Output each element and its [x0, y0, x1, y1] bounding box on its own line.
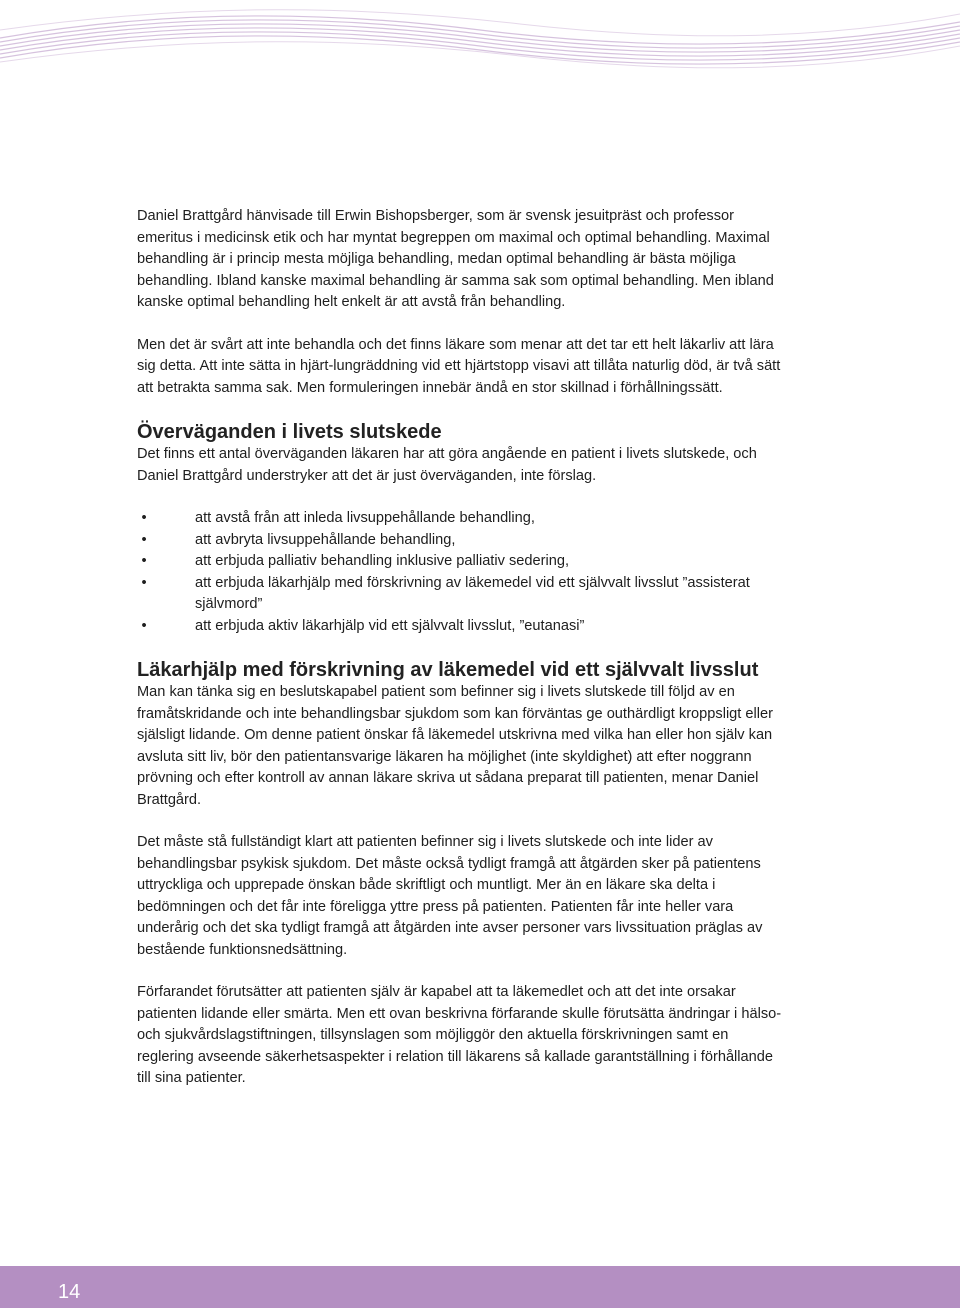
- intro-paragraph-2: Men det är svårt att inte behandla och det finns läkare som menar att det tar ett helt läkarliv att lära sig detta. Att inte sätta in hjärt-lungräddning vid ett hjärtstopp visavi att tillåta naturlig död, är två sätt att betrakta samma sak. Men formuleringen innebär ändå en stor skillnad i förhållningssätt.: [137, 336, 781, 396]
- intro-paragraph-1: Daniel Brattgård hänvisade till Erwin Bishopsberger, som är svensk jesuitpräst och professor emeritus i medicinsk etik och har myntat begreppen om maximal och optimal behandling. Maximal behandling är i princip mesta möjliga behandling, medan optimal behandling är bästa möjliga behandling. Ibland kanske maximal behandling är samma sak som optimal behandling. Men ibland kanske optimal behandling helt enkelt är att avstå från behandling.: [137, 208, 774, 310]
- decorative-wave-header: [0, 0, 960, 80]
- list-item: • att avstå från att inleda livsuppehållande behandling,: [141, 510, 535, 526]
- prescription-paragraph-3: Förfarandet förutsätter att patienten själv är kapabel att ta läkemedlet och att det inte orsakar patienten lidande eller smärta. Men ett ovan beskrivna förfarande skulle förutsätta ändringar i hälso- och sjukvårdslagstiftningen, tillsynslagen som möjliggör den aktuella förskrivningen samt en reglering avseende säkerhetsaspekter i relation till läkarens så kallade garantställning i förhållande till sina patienter.: [137, 984, 782, 1086]
- section-heading-prescription: Läkarhjälp med förskrivning av läkemedel vid ett självvalt livsslut: [137, 659, 759, 681]
- page-number: 14: [58, 1281, 81, 1303]
- article-body: [137, 206, 785, 1090]
- list-item: • att erbjuda läkarhjälp med förskrivning av läkemedel vid ett självvalt livsslut ”assisterat självmord”: [141, 574, 750, 612]
- footer-band: [0, 1266, 960, 1308]
- considerations-list: [137, 508, 785, 637]
- section-heading-considerations: Överväganden i livets slutskede: [137, 421, 442, 443]
- list-item: • att erbjuda aktiv läkarhjälp vid ett självvalt livsslut, ”eutanasi”: [141, 617, 585, 634]
- considerations-paragraph: Det finns ett antal överväganden läkaren har att göra angående en patient i livets slutskede, och Daniel Brattgård understryker att det är just överväganden, inte förslag.: [137, 446, 757, 484]
- list-item: • att erbjuda palliativ behandling inklusive palliativ sedering,: [141, 553, 569, 569]
- list-item: • att avbryta livsuppehållande behandling,: [141, 531, 456, 548]
- prescription-paragraph-1: Man kan tänka sig en beslutskapabel patient som befinner sig i livets slutskede till följd av en framåtskridande och inte behandlingsbar sjukdom som kan förväntas ge outhärdligt kroppsligt eller själsligt lidande. Om denne patient önskar få läkemedel utskrivna med vilka han eller hon själv kan avsluta sitt liv, bör den patientansvarige läkaren ha möjlighet (inte skyldighet) att efter noggrann prövning och efter kontroll av annan läkare skriva ut sådana preparat till patienten, menar Daniel Brattgård.: [137, 684, 773, 808]
- prescription-paragraph-2: Det måste stå fullständigt klart att patienten befinner sig i livets slutskede och inte lider av behandlingsbar psykisk sjukdom. Det måste också tydligt framgå att åtgärden sker på patientens uttryckliga och upprepade önskan både skriftligt och muntligt. Mer än en läkare ska delta i bedömningen och det får inte föreligga yttre press på patienten. Patienten får inte heller vara underårig och det ska tydligt framgå att åtgärden inte avser personer vars livssituation präglas av bestående funktionsnedsättning.: [137, 834, 763, 958]
